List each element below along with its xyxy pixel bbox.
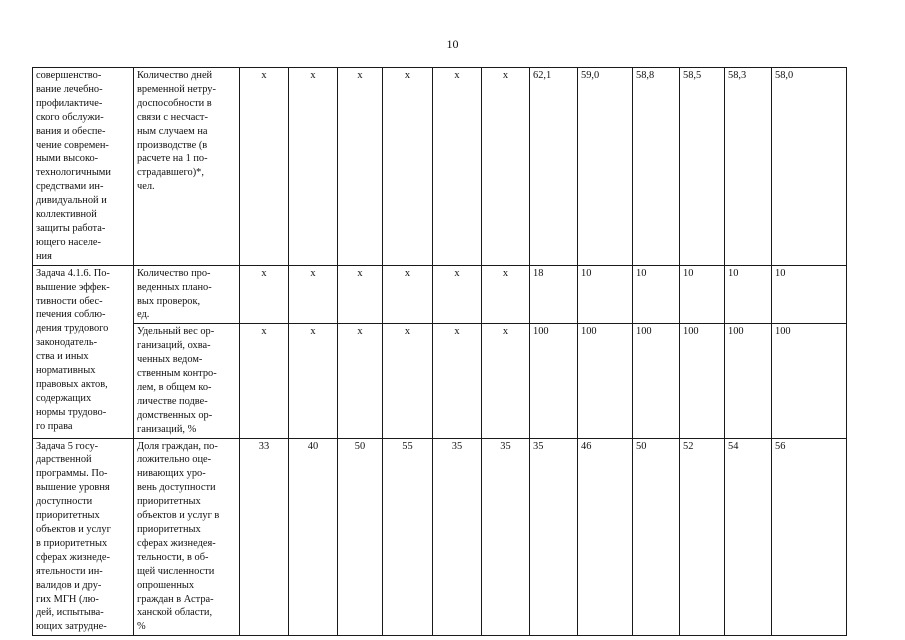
value-cell: x xyxy=(240,265,289,324)
task-text: Задача 4.1.6. По- вышение эффек- тивности обес- печения соблю- дения трудового законодатель- ства и иных нормативных правовых актов, содержащих нормы трудово- го права xyxy=(36,267,110,432)
value-cell: x xyxy=(433,68,482,266)
value-cell: 50 xyxy=(633,438,680,636)
value-cell: x xyxy=(289,324,338,438)
page-number: 10 xyxy=(446,37,459,51)
indicator-text: Доля граждан, по- ложительно оце- нивающих уро- вень доступности приоритетных объектов и услуг в приоритетных сферах жизнедея- тельности, в об- щей численности опрошенных граждан в Астра- ханской области, % xyxy=(137,440,220,633)
value-cell: x xyxy=(240,68,289,266)
value-cell: x xyxy=(338,68,383,266)
indicator-text: Удельный вес ор- ганизаций, охва- ченных ведом- ственным контро- лем, в общем ко- личестве подве- домственных ор- ганизаций, % xyxy=(137,326,217,435)
value-cell: x xyxy=(482,324,530,438)
indicators-table xyxy=(32,67,847,636)
task-cell xyxy=(33,438,134,636)
value-cell: x xyxy=(289,68,338,266)
indicator-cell xyxy=(134,438,240,636)
value-cell: 35 xyxy=(482,438,530,636)
indicator-cell xyxy=(134,324,240,438)
value-cell: 10 xyxy=(725,265,772,324)
value-cell: x xyxy=(338,265,383,324)
value-cell: 58,0 xyxy=(772,68,847,266)
value-cell: 40 xyxy=(289,438,338,636)
value-cell: x xyxy=(338,324,383,438)
value-cell: 10 xyxy=(633,265,680,324)
value-cell: 46 xyxy=(578,438,633,636)
value-cell: 50 xyxy=(338,438,383,636)
value-cell: 100 xyxy=(772,324,847,438)
indicator-cell xyxy=(134,265,240,324)
indicator-text: Количество дней временной нетру- доспособности в связи с несчаст- ным случаем на производстве (в расчете на 1 по- страдавшего)*, чел. xyxy=(137,70,216,193)
task-cell xyxy=(33,265,134,438)
value-cell: 62,1 xyxy=(530,68,578,266)
indicator-text: Количество про- веденных плано- вых проверок, ед. xyxy=(137,267,212,321)
value-cell: x xyxy=(433,324,482,438)
value-cell: 100 xyxy=(680,324,725,438)
value-cell: x xyxy=(240,324,289,438)
value-cell: 10 xyxy=(680,265,725,324)
value-cell: 58,8 xyxy=(633,68,680,266)
value-cell: 59,0 xyxy=(578,68,633,266)
value-cell: x xyxy=(482,68,530,266)
value-cell: x xyxy=(383,324,433,438)
value-cell: x xyxy=(383,265,433,324)
value-cell: 56 xyxy=(772,438,847,636)
value-cell: 100 xyxy=(633,324,680,438)
value-cell: 52 xyxy=(680,438,725,636)
task-text: Задача 5 госу- дарственной программы. По- вышение уровня доступности приоритетных объектов и услуг в приоритетных сферах жизнеде- ятельности ин- валидов и дру- гих МГН (лю- дей, испытыва- ющих затрудне- xyxy=(36,440,111,633)
value-cell: 100 xyxy=(578,324,633,438)
table-row xyxy=(33,68,847,266)
value-cell: x xyxy=(289,265,338,324)
value-cell: x xyxy=(433,265,482,324)
table-row xyxy=(33,265,847,324)
value-cell: 55 xyxy=(383,438,433,636)
value-cell: x xyxy=(482,265,530,324)
value-cell: 33 xyxy=(240,438,289,636)
table-row xyxy=(33,324,847,438)
value-cell: 10 xyxy=(578,265,633,324)
value-cell: 35 xyxy=(433,438,482,636)
value-cell: 18 xyxy=(530,265,578,324)
value-cell: 100 xyxy=(530,324,578,438)
value-cell: 100 xyxy=(725,324,772,438)
value-cell: 35 xyxy=(530,438,578,636)
task-text: совершенство- вание лечебно- профилактиче- ского обслужи- вания и обеспе- чение современ- ными высоко- технологичными средствами ин- дивидуальной и коллективной защиты работа- ющего населе- ния xyxy=(36,70,111,262)
table-row xyxy=(33,438,847,636)
value-cell: 58,5 xyxy=(680,68,725,266)
task-cell xyxy=(33,68,134,266)
value-cell: 58,3 xyxy=(725,68,772,266)
value-cell: 54 xyxy=(725,438,772,636)
indicator-cell xyxy=(134,68,240,266)
value-cell: x xyxy=(383,68,433,266)
value-cell: 10 xyxy=(772,265,847,324)
